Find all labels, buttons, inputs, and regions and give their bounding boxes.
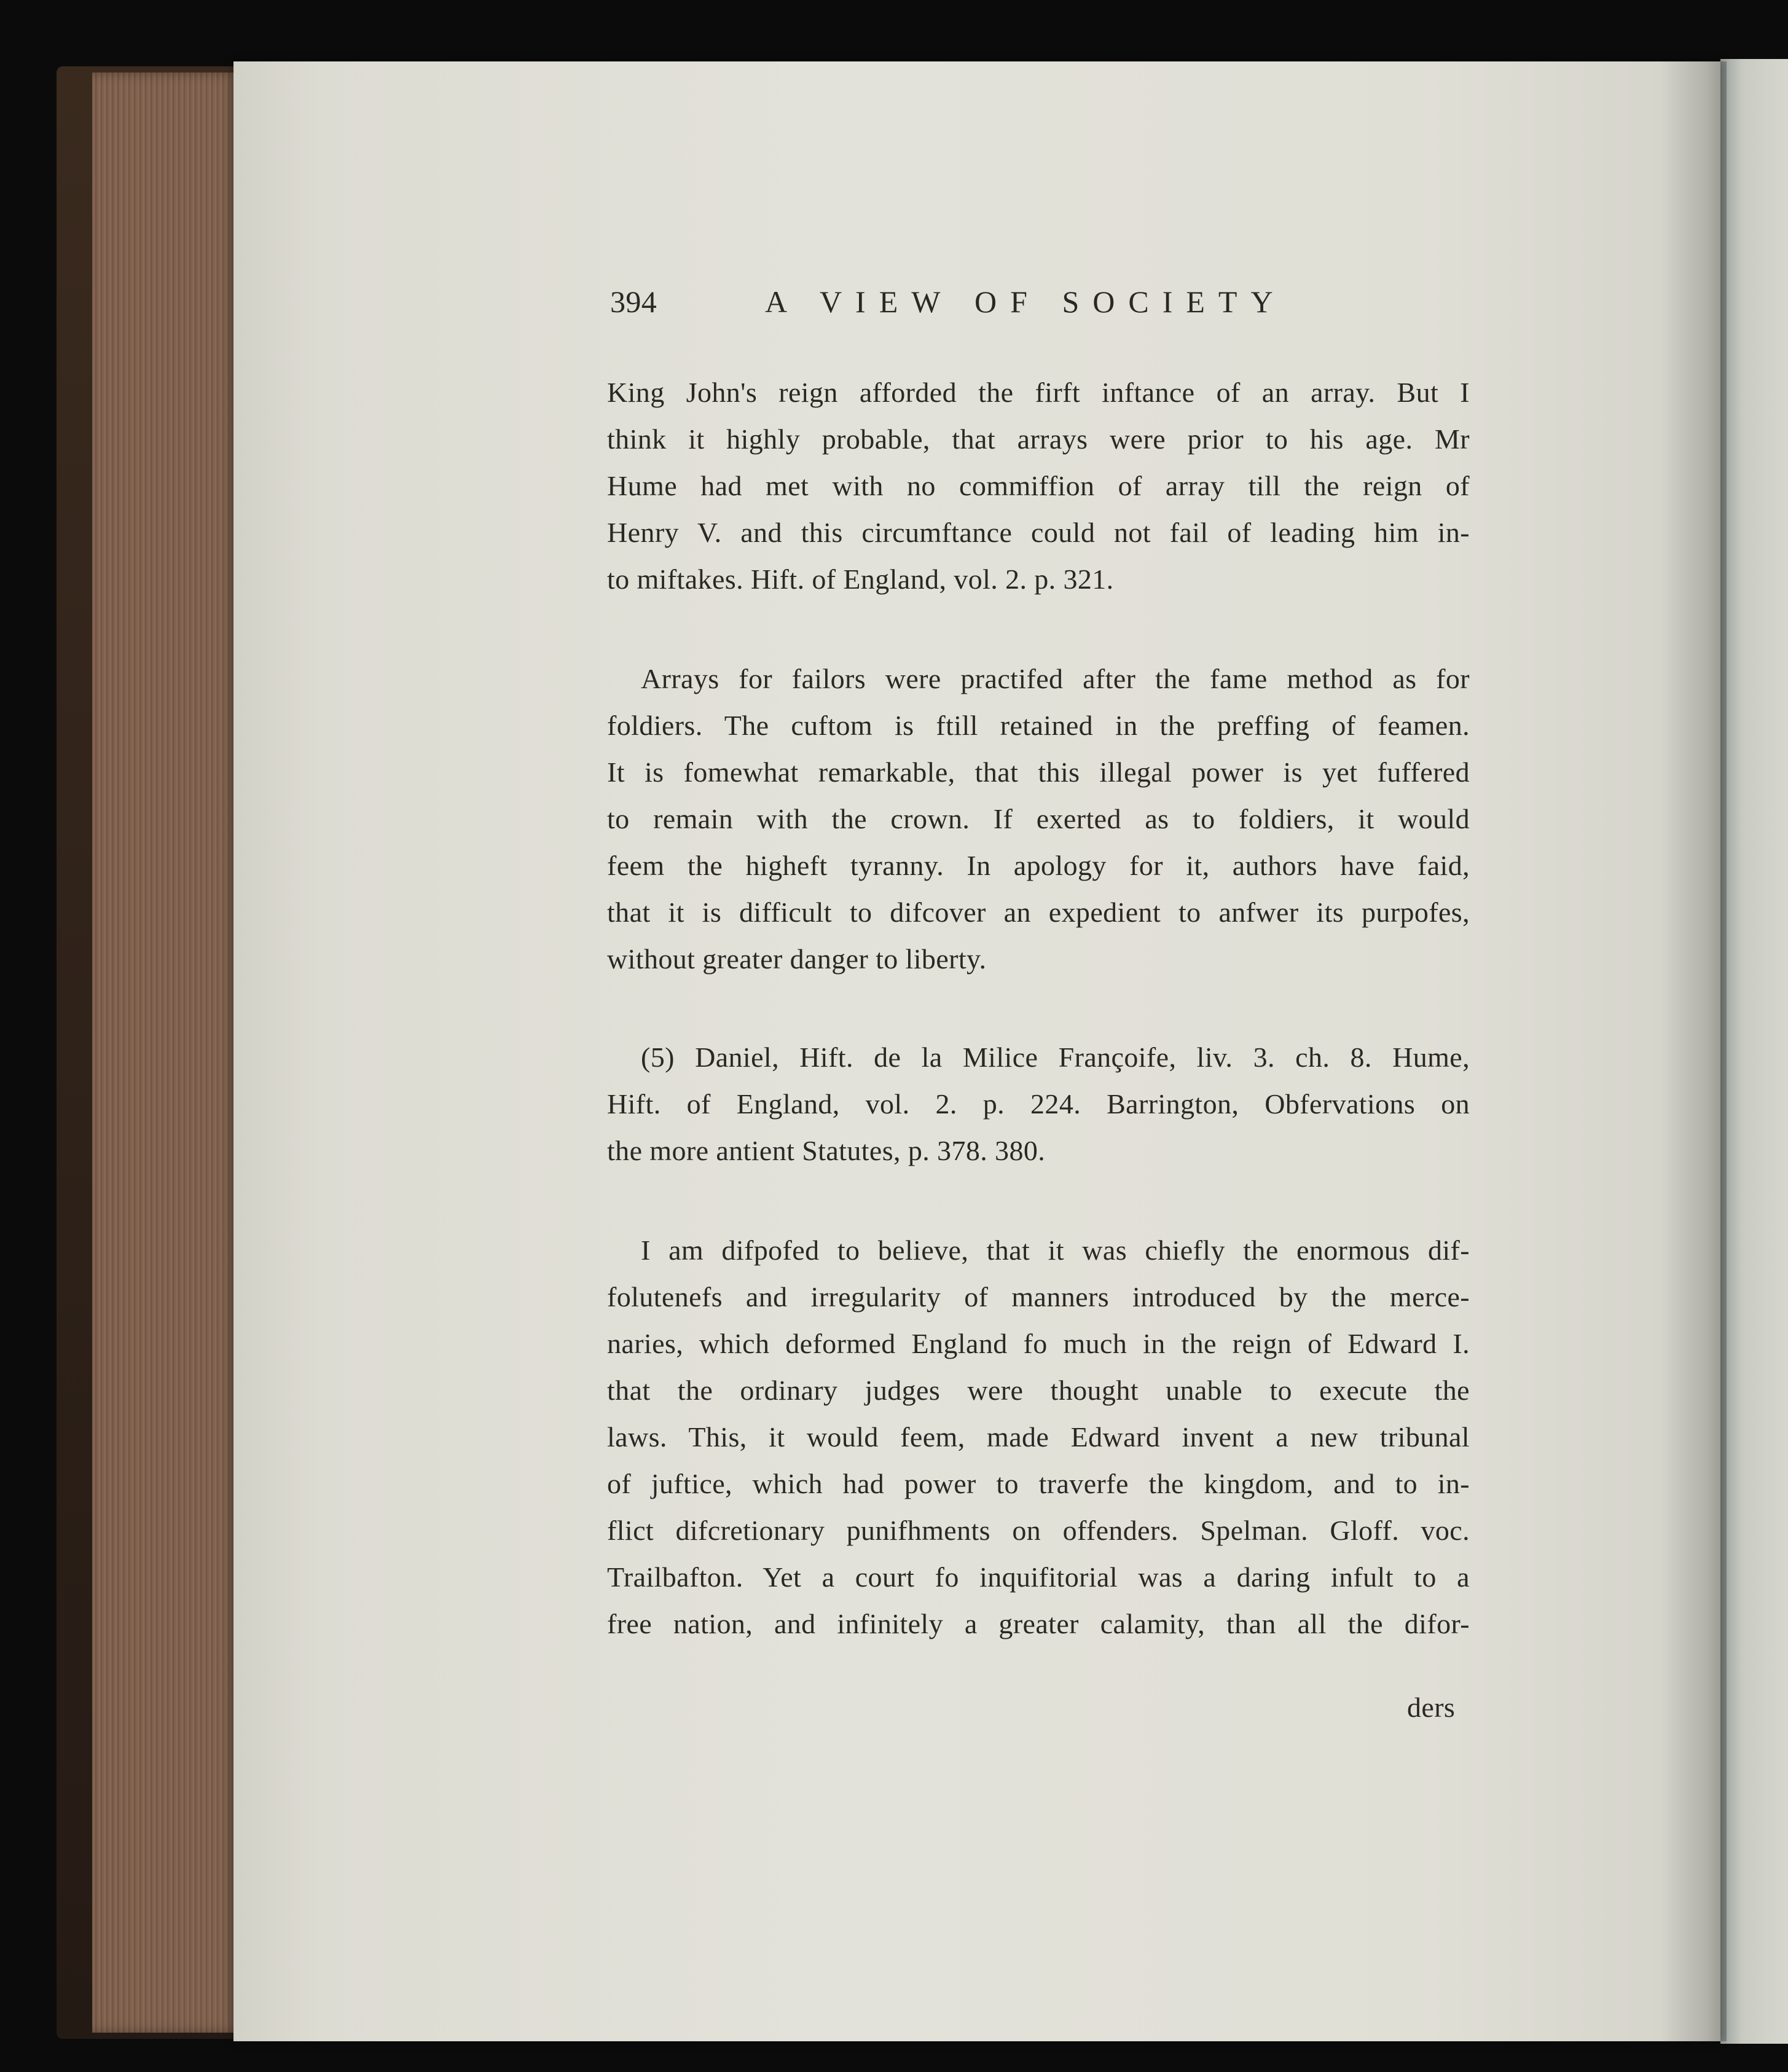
- text-line: folutenefs and irregularity of manners introduced by the merce-: [607, 1281, 1470, 1313]
- text-line: Henry V. and this circumftance could not fail of leading him in-: [607, 517, 1470, 548]
- text-line: Arrays for failors were practifed after the fame method as for: [641, 663, 1470, 694]
- text-line: naries, which deformed England fo much in the reign of Edward I.: [607, 1328, 1470, 1359]
- text-line: that the ordinary judges were thought unable to execute the: [607, 1375, 1470, 1406]
- page-number: 394: [610, 285, 657, 319]
- text-line: without greater danger to liberty.: [607, 943, 987, 975]
- text-line: foldiers. The cuftom is ftill retained in the preffing of feamen.: [607, 710, 1470, 741]
- catchword: ders: [1407, 1692, 1456, 1723]
- text-line: of juftice, which had power to traverfe the kingdom, and to in-: [607, 1468, 1470, 1499]
- text-line: It is fomewhat remarkable, that this illegal power is yet fuffered: [607, 756, 1470, 788]
- gutter-shadow: [1659, 61, 1727, 2041]
- text-line: think it highly probable, that arrays were prior to his age. Mr: [607, 423, 1470, 455]
- text-line: that it is difficult to difcover an expedient to anfwer its purpofes,: [607, 897, 1470, 928]
- text-line: laws. This, it would feem, made Edward invent a new tribunal: [607, 1421, 1470, 1453]
- text-line: Hift. of England, vol. 2. p. 224. Barrington, Obfervations on: [607, 1088, 1470, 1120]
- text-line: I am difpofed to believe, that it was chiefly the enormous dif-: [641, 1234, 1470, 1266]
- facing-page-edge: [1720, 59, 1788, 2044]
- text-line: Trailbafton. Yet a court fo inquifitorial was a daring infult to a: [607, 1561, 1470, 1593]
- text-line: free nation, and infinitely a greater calamity, than all the difor-: [607, 1608, 1470, 1639]
- text-line: to remain with the crown. If exerted as to foldiers, it would: [607, 803, 1470, 834]
- text-line: King John's reign afforded the firft inftance of an array. But I: [607, 377, 1470, 408]
- text-line: to miftakes. Hift. of England, vol. 2. p. 321.: [607, 563, 1114, 595]
- text-line: the more antient Statutes, p. 378. 380.: [607, 1135, 1046, 1166]
- text-line: flict difcretionary punifhments on offenders. Spelman. Gloff. voc.: [607, 1515, 1470, 1546]
- text-line: feem the higheft tyranny. In apology for it, authors have faid,: [607, 850, 1470, 881]
- running-title: A VIEW OF SOCIETY: [765, 285, 1287, 319]
- text-line: Hume had met with no commiffion of array till the reign of: [607, 470, 1470, 501]
- page-edges: [92, 73, 240, 2033]
- text-line: (5) Daniel, Hift. de la Milice Françoife, liv. 3. ch. 8. Hume,: [641, 1042, 1470, 1073]
